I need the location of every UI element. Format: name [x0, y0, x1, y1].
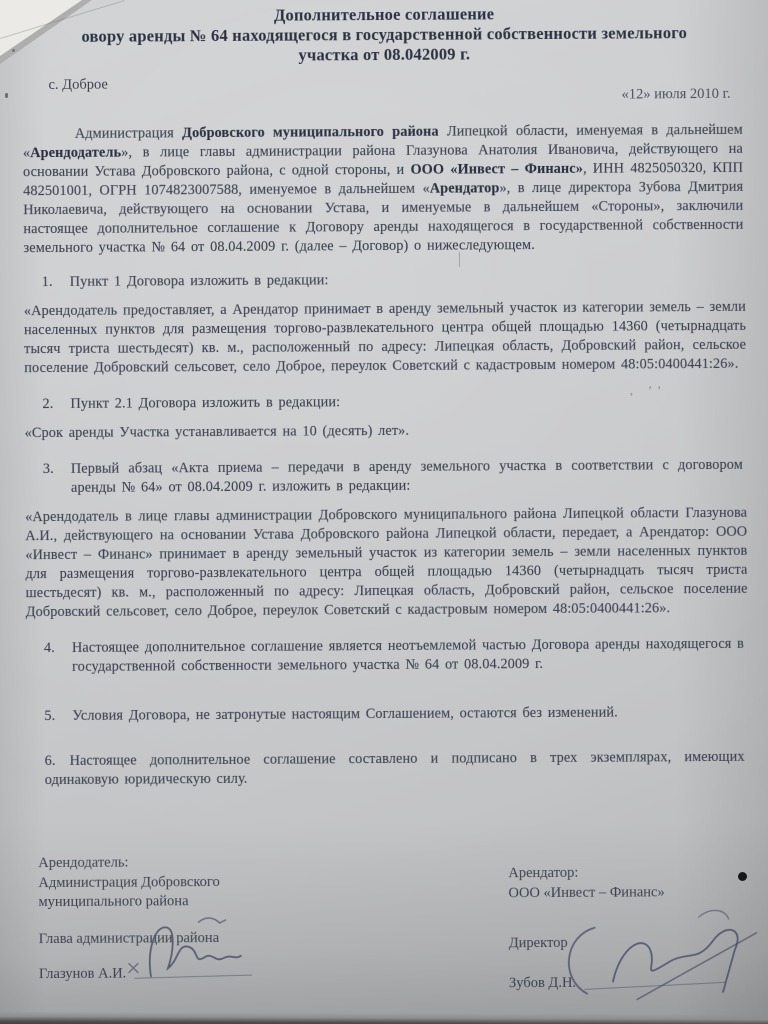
item-text: Пункт 1 Договора изложить в редакции:: [69, 272, 329, 290]
preamble-seg: , ИНН 4825050320, КПП 482501001, ОГРН 1074823007588, именуемое в дальнейшем «: [23, 159, 744, 200]
item-text: Настоящее дополнительное соглашение составлено и подписано в трех экземплярах, имеющих одинаковую юридическую силу.: [44, 748, 745, 789]
preamble-seg: Липецкой области, именуемая в дальнейшем «: [22, 121, 743, 162]
item-number: 5.: [44, 707, 56, 725]
item-number: 4.: [43, 639, 55, 657]
signature-line: [134, 961, 252, 979]
page-bottom-edge-shadow: [0, 1011, 768, 1024]
preamble-lessor-bold: Арендодатель: [30, 144, 122, 162]
contract-item-5: [44, 703, 744, 726]
item-text: Условия Договора, не затронутые настоящим Соглашением, остаются без изменений.: [72, 704, 618, 724]
signer-position: Директор: [508, 934, 568, 952]
item-text: Пункт 2.1 Договора изложить в редакции:: [70, 394, 341, 412]
doc-title-line-3: участка от 08.042009 г.: [298, 44, 471, 65]
contract-item-4: [44, 635, 744, 677]
signer-name-row: [39, 961, 339, 984]
signer-org: муниципального района: [38, 893, 189, 911]
signer-name: Глазунов А.И.: [38, 965, 127, 983]
preamble-seg: Администрация: [74, 125, 183, 142]
item-number: 2.: [42, 396, 54, 413]
doc-title-line-1: Дополнительное соглашение: [273, 4, 495, 25]
signer-org: Администрация Добровского: [38, 873, 220, 891]
preamble-company-bold: ООО «Инвест – Финанс»: [410, 160, 584, 178]
lessee-signature-block: [508, 863, 768, 994]
preamble-paragraph: [23, 121, 744, 258]
stray-pen-marks: , ’’: [630, 383, 668, 397]
paper-speck: [12, 49, 15, 52]
quote-paragraph-2: «Срок аренды Участка устанавливается на 10 (десять) лет».: [24, 422, 410, 442]
signer-role: Арендодатель:: [38, 854, 129, 872]
lessor-signature-block: [38, 852, 339, 984]
contract-item-1: [42, 269, 742, 292]
quote-paragraph-1: «Арендодатель предоставляет, а Арендатор принимает в аренду земельный участок из категории земель – земли населенных пунктов для размещения торгово-развлекательного центра общей площадью 14360 (четырнадцать тысяч триста шестьдесят) кв. м., расположенный по адресу: Липецкая область, Добровский район, сельское поселение Добровский сельсовет, село Доброе, переулок Советский с кадастровым номером 48:05:0400441:26».: [23, 298, 747, 377]
signature-line: [584, 967, 727, 989]
dateline-row: [48, 71, 731, 123]
item-number: 1.: [41, 274, 53, 291]
signer-org: ООО «Инвест – Финанс»: [508, 883, 665, 901]
signer-role: Арендатор:: [508, 864, 579, 882]
item-number: 3.: [42, 461, 54, 478]
signatures-section: [5, 850, 768, 991]
ink-dot: [738, 872, 747, 881]
date-label: «12» июля 2010 г.: [621, 85, 731, 103]
paper-speck: [5, 93, 8, 98]
signer-position: Глава администрации района: [38, 929, 220, 947]
item-text: Настоящее дополнительное соглашение является неотъемлемой частью Договора аренды находящегося в государственной собственности земельного участка № 64 от 08.04.2009 г.: [71, 635, 744, 675]
preamble-seg: », в лице главы администрации района Глазунова Анатолия Ивановича, действующего на основании Устава Добровского района, с одной стороны, и: [22, 140, 743, 181]
contract-item-3: [43, 456, 743, 498]
contract-item-6: [45, 748, 745, 790]
preamble-lessee-bold: Арендатор: [429, 180, 500, 197]
signer-name: Зубов Д.Н.: [508, 974, 577, 991]
document-title: [0, 0, 768, 67]
preamble-org-bold: Добровского муниципального района: [182, 123, 439, 142]
doc-title-line-2: овору аренды № 64 находящегося в государственной собственности земельного: [81, 23, 688, 46]
item-text: Первый абзац «Акта приема – передачи в аренду земельного участка в соответствии с договором аренды № 64» от 08.04.2009 г. изложить в редакции:: [70, 456, 743, 496]
signer-name-row: [509, 970, 768, 993]
quote-paragraph-3: «Арендодатель в лице главы администрации Добровского муниципального района Липецкой области Глазунова А.И., действующего на основании Устава Добровского района Липецкой области, передает, а Арендатор: ООО «Инвест – Финанс» принимает в аренду земельный участок из категории земель – земли населенных пунктов для размещения торгово-развлекательного центра общей площадью 14360 (четырнадцать тысяч триста шестьдесят) кв. м., расположенный по адресу: Липецкая область, Добровский район, сельское поселение Добровский сельсовет, село Доброе, переулок Советский с кадастровым номером 48:05:0400441:26».: [25, 504, 748, 621]
item-number: 6.: [44, 752, 56, 770]
preamble-seg: », в лице директора Зубова Дмитрия Николаевича, действующего на основании Устава, и именуемые в дальнейшем «Стороны», заключили настоящее дополнительное соглашение к Договору аренды находящегося в государственной собственности земельного участка № 64 от 08.04.2009 г. (далее – Договор) о нижеследующем.: [23, 178, 744, 257]
paper-crease-tick: [459, 252, 460, 267]
place-label: с. Доброе: [48, 76, 108, 94]
